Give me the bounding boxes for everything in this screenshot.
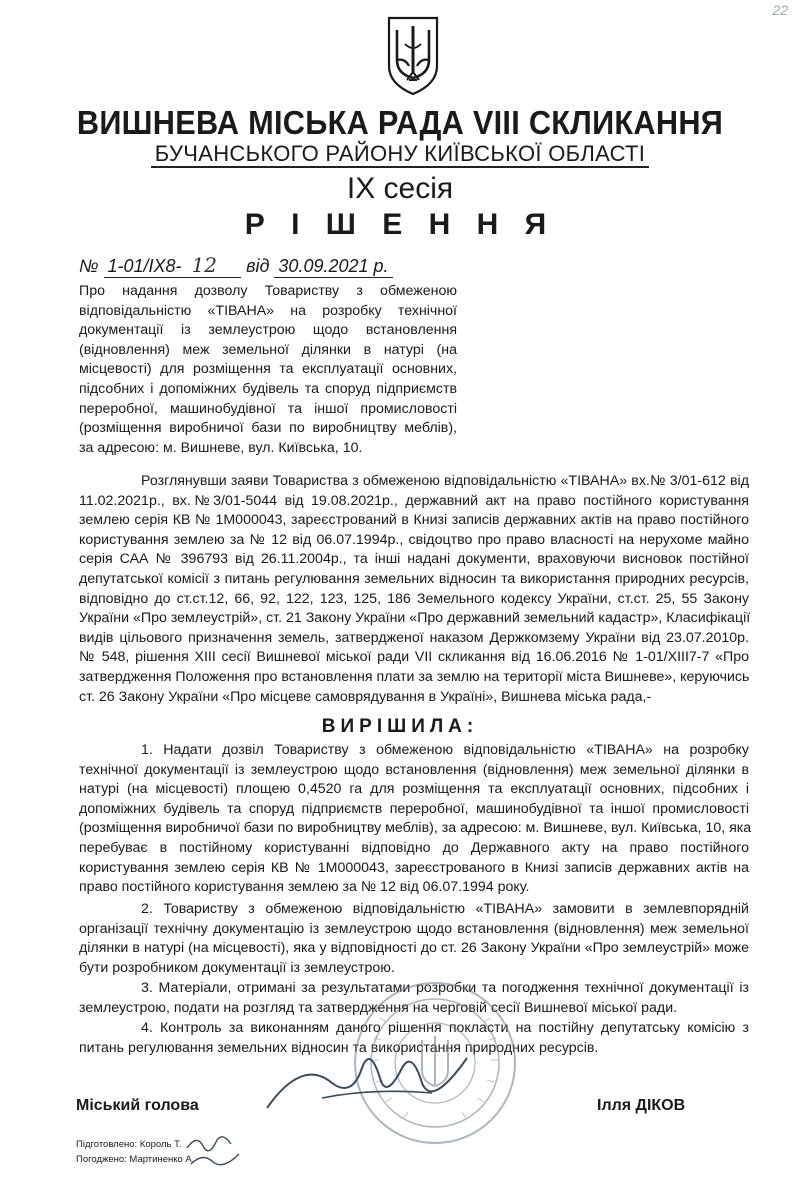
subject-line: документації із землеустрою щодо встановлення bbox=[79, 322, 457, 339]
mayor-signature-icon bbox=[262, 1038, 472, 1123]
subject-line: місцевості) для розміщення та експлуатації основних, bbox=[79, 361, 457, 378]
item-line: організації технічну документацію із землеустрою щодо встановлення (відновлення) меж земельної bbox=[79, 920, 749, 937]
item-line: ділянки в натурі (на місцевості), яка у відповідності до ст. 26 Закону України «Про землеустрій» може bbox=[79, 940, 749, 957]
region-name bbox=[0, 141, 800, 167]
preamble-line: серія САА № 396793 від 26.11.2004р., та інші надані документи, враховуючи висновок постійної bbox=[79, 551, 749, 568]
session-number: IX сесія bbox=[346, 172, 454, 205]
trident-coat-of-arms-icon bbox=[385, 14, 441, 96]
item-line: допоміжних будівель та споруд підприємств переробної, машинобудівної та іншої промисловості bbox=[79, 800, 749, 817]
item-line: натурі (на місцевості) площею 0,4520 га для розміщення та експлуатації основних, підсобних і bbox=[79, 781, 749, 798]
mayor-name: Ілля ДІКОВ bbox=[597, 1097, 686, 1114]
item-line: 2. Товариству з обмеженою відповідальністю «ТІВАНА» замовити в землевпорядній bbox=[141, 901, 749, 917]
region-name-text: БУЧАНСЬКОГО РАЙОНУ КИЇВСЬКОЇ ОБЛАСТІ bbox=[151, 141, 649, 168]
council-name: ВИШНЕВА МІСЬКА РАДА VIII СКЛИКАННЯ bbox=[76, 104, 724, 141]
preamble-line: Розглянувши заяви Товариства з обмеженою відповідальністю «ТІВАНА» вх.№ 3/01-612 від bbox=[141, 473, 749, 489]
document-type: Р І Ш Е Н Н Я bbox=[244, 208, 556, 241]
corner-handwritten-mark: 22 bbox=[772, 2, 788, 18]
preamble-line: 11.02.2021р., вх.№3/01-5044 від 19.08.2021р., державний акт на право постійного користування bbox=[79, 492, 749, 509]
mayor-title: Міський голова bbox=[76, 1097, 199, 1114]
preamble-line: землею серія КВ № 1М000043, зареєстрований в Книзі записів державних актів на право постійного bbox=[79, 512, 749, 529]
item-line: питань регулювання земельних відносин та використання природних ресурсів. bbox=[79, 1039, 599, 1056]
item-line: користування землею серія КВ № 1М000043, зареєстрованого в Книзі записів державних актів на bbox=[79, 859, 749, 876]
subject-line: (відновлення) меж земельної ділянки в натурі (на bbox=[79, 341, 457, 358]
resolved-heading: ВИРІШИЛА: bbox=[321, 716, 479, 737]
preamble-line: депутатської комісії з питань регулювання земельних відносин та використання природних ресурсів, bbox=[79, 570, 749, 587]
resolution-item-1 bbox=[79, 741, 752, 898]
date-label: від bbox=[246, 256, 270, 276]
preamble-line: видів цільового призначення земель, затвердженої наказом Держкомзему України від 23.07.2010р. bbox=[79, 629, 749, 646]
subject-line: Про надання дозволу Товариству з обмеженою bbox=[79, 283, 457, 299]
decision-number-prefix: 1-01/IX8- bbox=[107, 256, 182, 276]
item-line: бути розробником документації із землеустрою. bbox=[79, 959, 395, 976]
item-line: землеустрою, подати на розгляд та затвердження на черговій сесії Вишневої міської ради. bbox=[79, 999, 678, 1016]
resolution-item-2 bbox=[79, 900, 749, 978]
decision-date: 30.09.2021 р. bbox=[274, 256, 392, 278]
preamble-line: № 548, рішення XIII сесії Вишневої міської ради VII скликання від 16.06.2016 № 1-01/XIII7-7 «Про bbox=[79, 649, 749, 666]
number-label: № bbox=[79, 256, 99, 276]
subject-line: за адресою: м. Вишневе, вул. Київська, 10. bbox=[79, 439, 363, 456]
preamble-line: ст. 26 Закону України «Про місцеве самоврядування в Україні», Вишнева міська рада,- bbox=[79, 688, 652, 705]
item-line: право постійного користування землею за № 12 від 06.07.1994 року. bbox=[79, 879, 530, 896]
item-line: 1. Надати дозвіл Товариству з обмеженою відповідальністю «ТІВАНА» на розробку bbox=[141, 742, 749, 758]
item-line: 4. Контроль за виконанням даного рішення покласти на постійну депутатську комісію з bbox=[141, 1020, 749, 1036]
prepared-by-block bbox=[76, 1137, 194, 1167]
item-line: (розміщення виробничої бази по виробництву меблів), за адресою: м. Вишневе, вул. Київська, 10, яка bbox=[79, 820, 752, 837]
preamble-line: користування землею за № 12 від 06.07.1994р., свідоцтво про право власності на нерухоме майно bbox=[79, 531, 749, 548]
item-line: технічної документації із землеустрою щодо встановлення (відновлення) меж земельної ділянки в bbox=[79, 761, 749, 778]
preamble-line: України «Про землеустрій», ст. 21 Закону України «Про державний земельний кадастр», Класифікації bbox=[79, 610, 751, 627]
decision-number bbox=[104, 253, 242, 278]
prepared-by: Підготовлено: Король Т. bbox=[76, 1139, 182, 1150]
preamble-line: затвердження Положення про встановлення плати за землю на території міста Вишневе», керуючись bbox=[79, 668, 750, 685]
subject-line: (розміщення виробничої бази по виробництву меблів), bbox=[79, 420, 457, 437]
subject-line: відповідальністю «ТІВАНА» на розробку технічної bbox=[79, 302, 457, 319]
decision-number-line bbox=[79, 253, 393, 278]
initials-signature-icon bbox=[183, 1130, 243, 1170]
preamble bbox=[79, 472, 749, 707]
agreed-by: Погоджено: Мартиненко А. bbox=[76, 1154, 195, 1165]
preamble-line: відповідно до ст.ст.12, 66, 92, 122, 123, 125, 186 Земельного кодексу України, ст.ст. 25, 55 Закону bbox=[79, 590, 749, 607]
decision-number-handwritten: 12 bbox=[191, 253, 218, 277]
subject-line: підсобних і допоміжних будівель та споруд підприємств bbox=[79, 380, 457, 397]
decision-subject bbox=[79, 282, 457, 458]
subject-line: переробної, машинобудівної та іншої промисловості bbox=[79, 400, 457, 417]
item-line: 3. Матеріали, отримані за результатами розробки та погодження технічної документації із bbox=[141, 980, 749, 996]
item-line: перебуває в постійному користуванні відповідно до Державного акту на право постійного bbox=[79, 839, 749, 856]
